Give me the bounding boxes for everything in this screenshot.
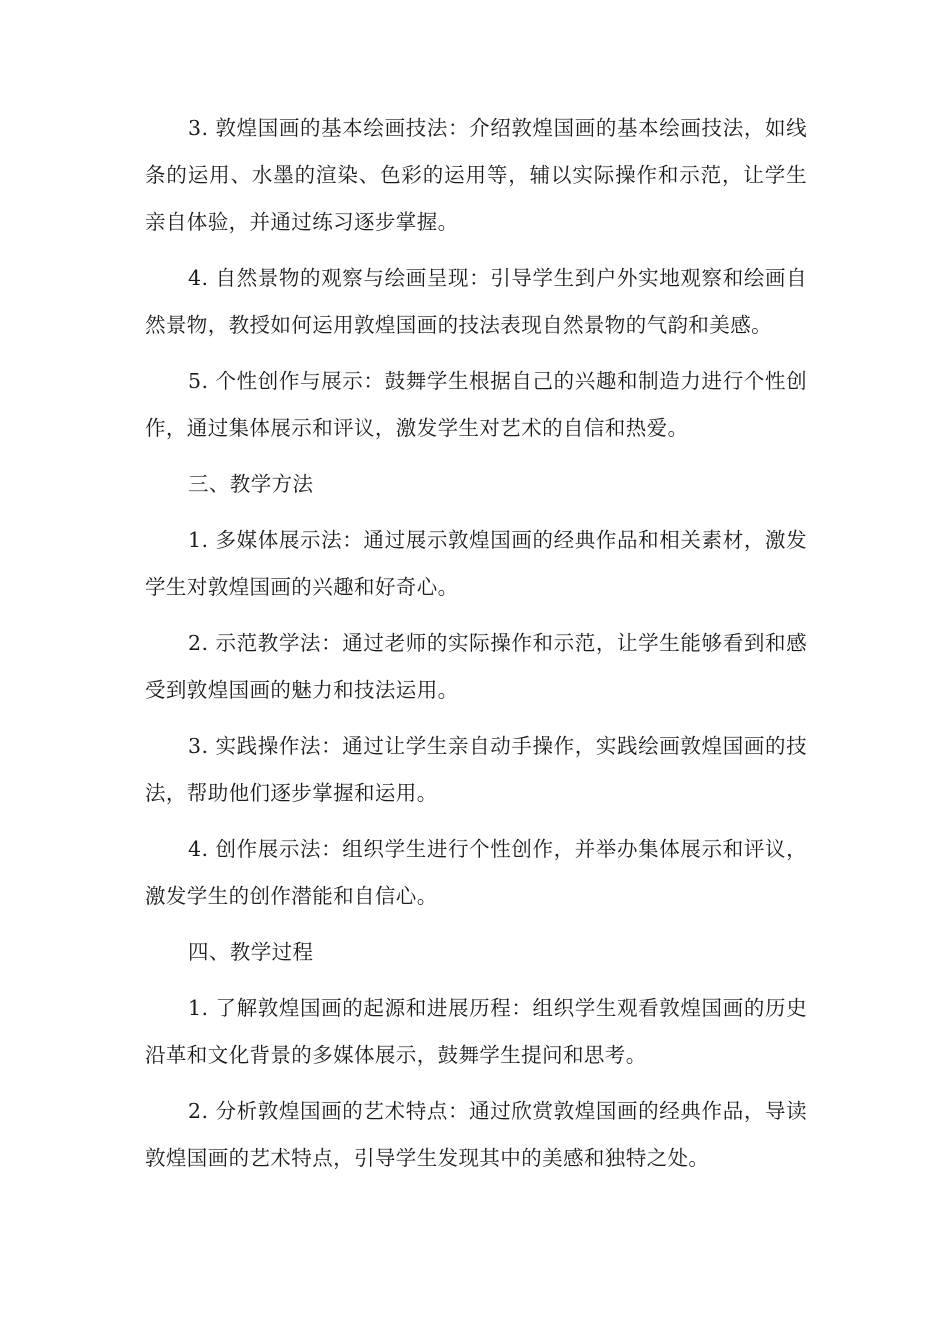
paragraph-nature-observation: 4. 自然景物的观察与绘画呈现：引导学生到户外实地观察和绘画自然景物，教授如何运用敦煌国画的技法表现自然景物的气韵和美感。	[145, 266, 807, 337]
paragraph-demonstration-method: 2. 示范教学法：通过老师的实际操作和示范，让学生能够看到和感受到敦煌国画的魅力和技法运用。	[145, 631, 807, 702]
document-body	[145, 105, 807, 1191]
paragraph-art-features: 2. 分析敦煌国画的艺术特点：通过欣赏敦煌国画的经典作品，导读敦煌国画的艺术特点，引导学生发现其中的美感和独特之处。	[145, 1099, 807, 1170]
section-heading-teaching-methods: 三、教学方法	[188, 472, 314, 496]
paragraph-multimedia-method: 1. 多媒体展示法：通过展示敦煌国画的经典作品和相关素材，激发学生对敦煌国画的兴趣和好奇心。	[145, 528, 807, 599]
paragraph-creation-method: 4. 创作展示法：组织学生进行个性创作，并举办集体展示和评议，激发学生的创作潜能和自信心。	[145, 837, 807, 908]
paragraph-practice-method: 3. 实践操作法：通过让学生亲自动手操作，实践绘画敦煌国画的技法，帮助他们逐步掌握和运用。	[145, 734, 807, 805]
section-heading-teaching-process: 四、教学过程	[188, 940, 314, 964]
paragraph-technique: 3. 敦煌国画的基本绘画技法：介绍敦煌国画的基本绘画技法，如线条的运用、水墨的渲染、色彩的运用等，辅以实际操作和示范，让学生亲自体验，并通过练习逐步掌握。	[145, 116, 807, 234]
paragraph-creation-display: 5. 个性创作与展示：鼓舞学生根据自己的兴趣和制造力进行个性创作，通过集体展示和评议，激发学生对艺术的自信和热爱。	[145, 369, 807, 440]
paragraph-origin-history: 1. 了解敦煌国画的起源和进展历程：组织学生观看敦煌国画的历史沿革和文化背景的多媒体展示，鼓舞学生提问和思考。	[145, 996, 807, 1067]
